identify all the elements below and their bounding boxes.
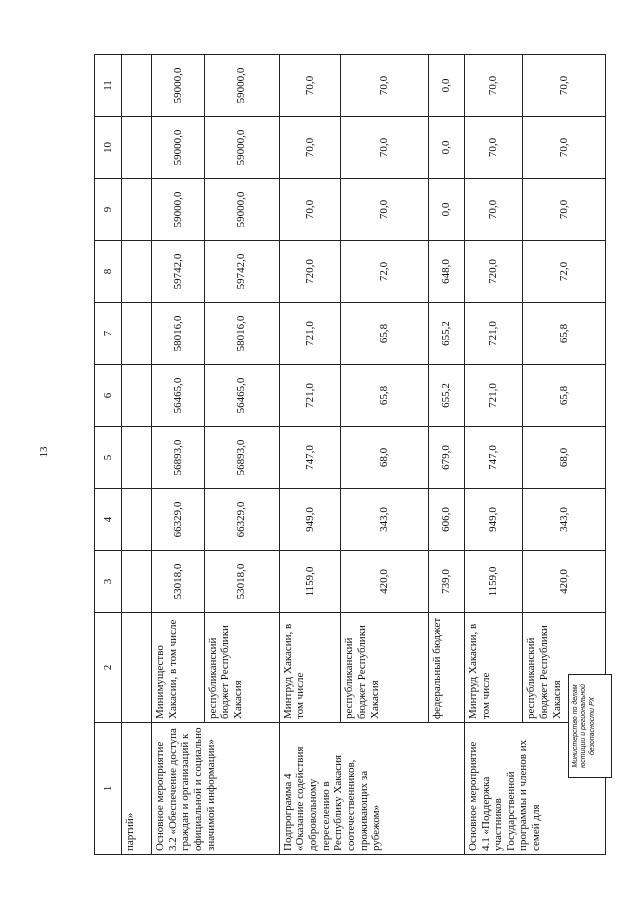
amount-cell: 65,8 [523, 303, 606, 365]
amount-cell: 53018,0 [204, 551, 279, 613]
stamp-line-2: юстиции и региональной [580, 683, 588, 769]
amount-cell: 648,0 [428, 241, 464, 303]
amount-cell: 59742,0 [152, 241, 205, 303]
column-number-cell: 6 [95, 365, 122, 427]
amount-cell: 0,0 [428, 179, 464, 241]
amount-cell: 949,0 [464, 489, 522, 551]
budget-table [94, 54, 606, 855]
funding-source-cell: Минтруд Хакасии, в том числе [464, 613, 522, 723]
column-number-cell: 7 [95, 303, 122, 365]
amount-cell: 59000,0 [204, 55, 279, 117]
stamp-line-3: безопасности РХ [588, 697, 596, 756]
amount-cell: 56465,0 [204, 365, 279, 427]
amount-cell: 72,0 [523, 241, 606, 303]
funding-source-cell: федеральный бюджет [428, 613, 464, 723]
amount-cell: 59000,0 [152, 117, 205, 179]
amount-cell: 68,0 [341, 427, 428, 489]
amount-cell: 70,0 [341, 117, 428, 179]
amount-cell: 70,0 [523, 117, 606, 179]
empty-cell [122, 551, 152, 613]
amount-cell: 721,0 [464, 303, 522, 365]
amount-cell: 420,0 [341, 551, 428, 613]
funding-source-cell: Минтруд Хакасии, в том числе [279, 613, 341, 723]
amount-cell: 1159,0 [279, 551, 341, 613]
amount-cell: 70,0 [279, 179, 341, 241]
empty-cell [122, 179, 152, 241]
amount-cell: 721,0 [279, 303, 341, 365]
column-number-cell: 2 [95, 613, 122, 723]
rotated-table-area [94, 55, 606, 855]
amount-cell: 747,0 [464, 427, 522, 489]
funding-source-cell: Минимущество Хакасии, в том числе [152, 613, 205, 723]
activity-name-cell: Основное мероприятие 3.2 «Обеспечение доступа граждан и организаций к официальной и социально значимой информации» [152, 723, 280, 855]
amount-cell: 721,0 [279, 365, 341, 427]
column-number-cell: 10 [95, 117, 122, 179]
empty-cell [122, 303, 152, 365]
amount-cell: 0,0 [428, 55, 464, 117]
amount-cell: 56893,0 [204, 427, 279, 489]
amount-cell: 0,0 [428, 117, 464, 179]
column-number-cell: 11 [95, 55, 122, 117]
empty-cell [122, 613, 152, 723]
page-number: 13 [38, 446, 50, 458]
table-row [279, 55, 341, 855]
amount-cell: 59000,0 [204, 117, 279, 179]
amount-cell: 70,0 [464, 179, 522, 241]
amount-cell: 343,0 [341, 489, 428, 551]
amount-cell: 720,0 [464, 241, 522, 303]
amount-cell: 70,0 [341, 55, 428, 117]
empty-cell [122, 365, 152, 427]
amount-cell: 70,0 [279, 117, 341, 179]
amount-cell: 70,0 [279, 55, 341, 117]
amount-cell: 59742,0 [204, 241, 279, 303]
amount-cell: 70,0 [464, 117, 522, 179]
amount-cell: 343,0 [523, 489, 606, 551]
amount-cell: 70,0 [341, 179, 428, 241]
amount-cell: 56893,0 [152, 427, 205, 489]
amount-cell: 65,8 [523, 365, 606, 427]
carryover-row [122, 55, 152, 855]
amount-cell: 655,2 [428, 365, 464, 427]
amount-cell: 721,0 [464, 365, 522, 427]
amount-cell: 70,0 [523, 55, 606, 117]
column-number-cell: 4 [95, 489, 122, 551]
amount-cell: 747,0 [279, 427, 341, 489]
activity-name-cell: Основное мероприятие 4.1 «Поддержка участников Государственной программы и членов их семей для [464, 723, 605, 855]
amount-cell: 68,0 [523, 427, 606, 489]
table-row [152, 55, 205, 855]
amount-cell: 66329,0 [204, 489, 279, 551]
amount-cell: 720,0 [279, 241, 341, 303]
amount-cell: 66329,0 [152, 489, 205, 551]
column-number-cell: 5 [95, 427, 122, 489]
table-row [464, 55, 522, 855]
column-number-cell: 9 [95, 179, 122, 241]
amount-cell: 1159,0 [464, 551, 522, 613]
amount-cell: 59000,0 [152, 179, 205, 241]
column-number-row [95, 55, 122, 855]
amount-cell: 56465,0 [152, 365, 205, 427]
amount-cell: 420,0 [523, 551, 606, 613]
column-number-cell: 8 [95, 241, 122, 303]
amount-cell: 72,0 [341, 241, 428, 303]
amount-cell: 59000,0 [152, 55, 205, 117]
amount-cell: 59000,0 [204, 179, 279, 241]
amount-cell: 655,2 [428, 303, 464, 365]
amount-cell: 58016,0 [152, 303, 205, 365]
activity-name-cell: Подпрограмма 4 «Оказание содействия добровольному переселению в Республику Хакасия соотечественников, проживающих за рубежом» [279, 723, 464, 855]
amount-cell: 949,0 [279, 489, 341, 551]
amount-cell: 739,0 [428, 551, 464, 613]
funding-source-cell: республиканский бюджет Республики Хакасия [341, 613, 428, 723]
amount-cell: 70,0 [523, 179, 606, 241]
amount-cell: 679,0 [428, 427, 464, 489]
empty-cell [122, 55, 152, 117]
amount-cell: 65,8 [341, 365, 428, 427]
funding-source-cell: республиканский бюджет Республики Хакасия [204, 613, 279, 723]
column-number-cell: 1 [95, 723, 122, 855]
empty-cell [122, 241, 152, 303]
funding-source-cell: республиканский бюджет Республики Хакасия [523, 613, 606, 723]
empty-cell [122, 427, 152, 489]
empty-cell [122, 117, 152, 179]
stamp-line-1: Министерство по делам [572, 684, 579, 768]
amount-cell: 606,0 [428, 489, 464, 551]
amount-cell: 65,8 [341, 303, 428, 365]
empty-cell [122, 489, 152, 551]
carryover-cell: партий» [122, 723, 152, 855]
column-number-cell: 3 [95, 551, 122, 613]
amount-cell: 58016,0 [204, 303, 279, 365]
amount-cell: 70,0 [464, 55, 522, 117]
ministry-stamp [568, 674, 612, 778]
amount-cell: 53018,0 [152, 551, 205, 613]
